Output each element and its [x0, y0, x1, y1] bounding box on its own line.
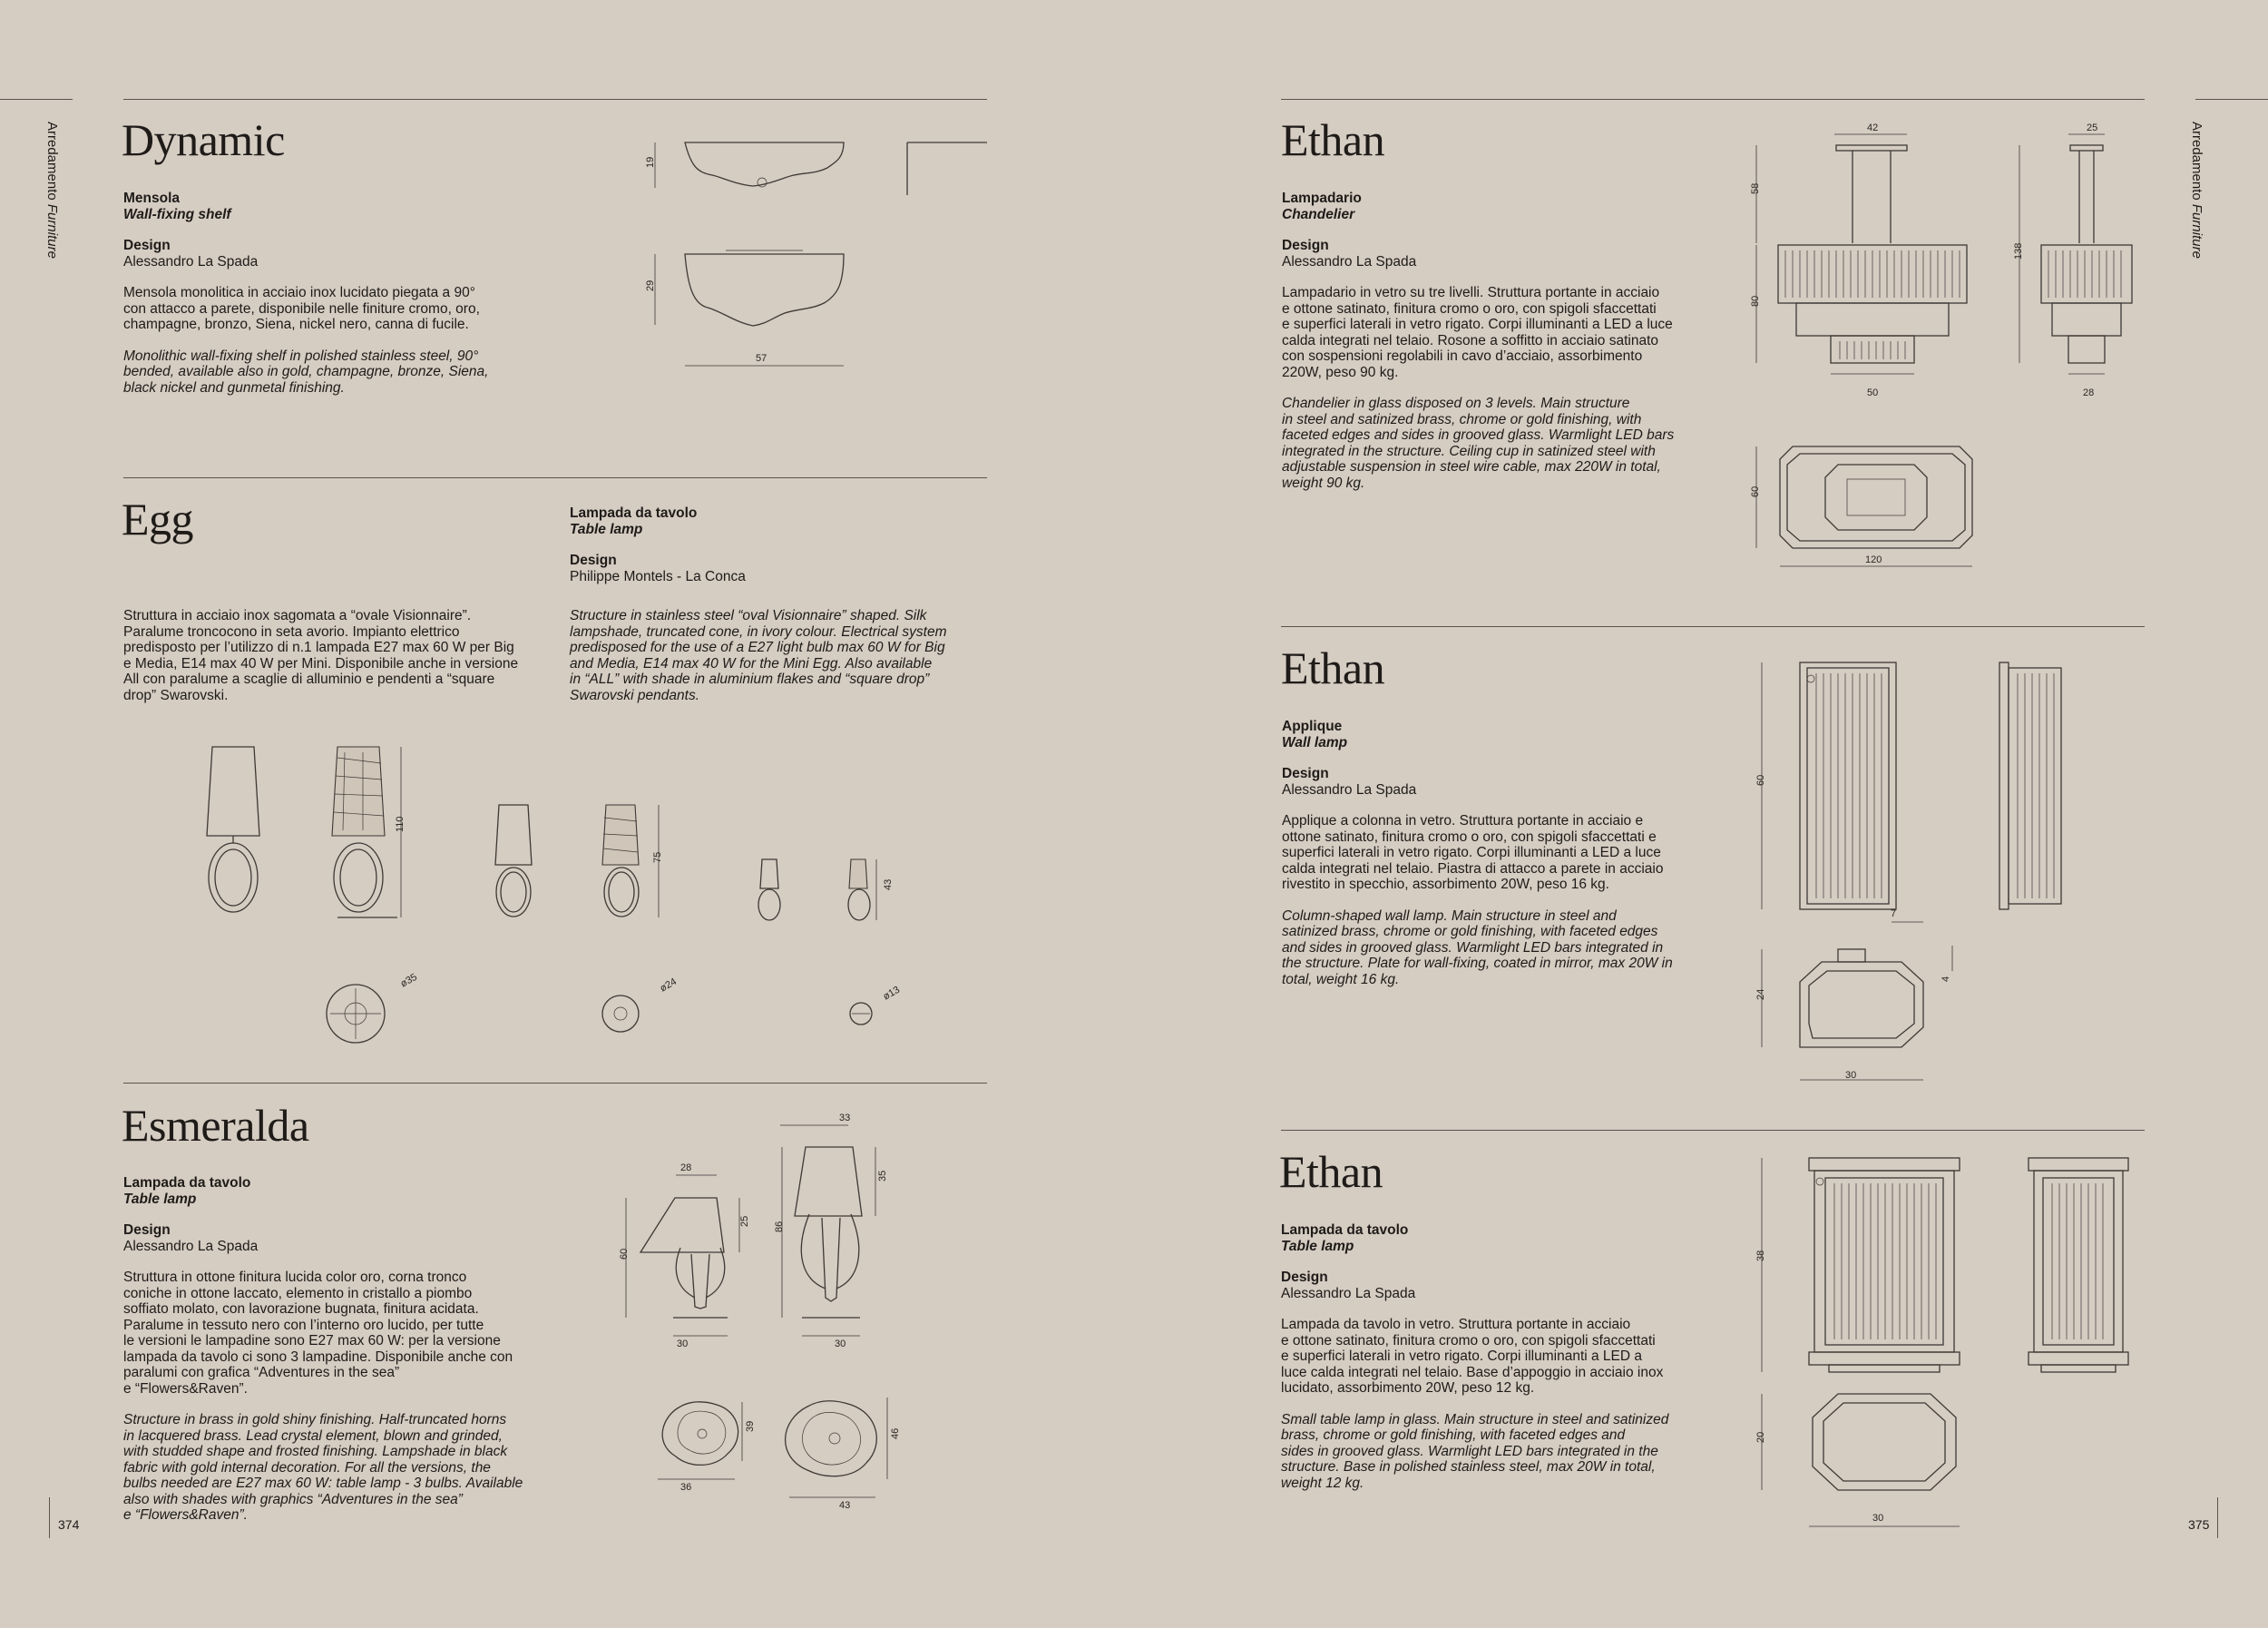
dim-label: 36 — [680, 1482, 692, 1493]
dim-label: 110 — [395, 816, 406, 832]
product-type-en: Wall lamp — [1282, 734, 1348, 750]
product-title-ethan-table: Ethan — [1279, 1146, 1383, 1197]
designer-name: Alessandro La Spada — [1281, 1285, 1416, 1301]
design-label: Design — [570, 553, 617, 568]
designer-name: Philippe Montels - La Conca — [570, 568, 746, 584]
description-en: Chandelier in glass disposed on 3 levels. Main structure in steel and satinized brass, chrome or gold finishing, with faceted edges and sides in grooved glass. Warmlight LED bars integrated in the structure. Ceiling cup in satinized steel with adjustable suspension in steel wire cable, max 220W in total, weight 90 kg. — [1282, 396, 1675, 491]
dim-label: 19 — [645, 156, 656, 168]
product-type-en: Table lamp — [570, 521, 643, 537]
product-info-egg — [570, 505, 987, 584]
ethan-table-drawing — [1742, 1152, 2141, 1543]
dim-label: ø13 — [881, 984, 902, 1003]
side-label-it: Arredamento — [44, 122, 60, 201]
dim-label: 60 — [1755, 774, 1766, 786]
design-label: Design — [1281, 1270, 1328, 1285]
description-it: Struttura in ottone finitura lucida color oro, corna tronco coniche in ottone laccato, elemento in cristallo a piombo soffiato molato, con lavorazione bugnata, finitura acidata. Paralume in tessuto nero con l’interno oro lucido, per tutte le versioni le lampadine sono E27 max 60 W: per la versione lampada da tavolo ci sono 3 lampadine. Disponibile anche con paralumi con grafica “Adventures in the sea” e “Flowers&Raven”. — [123, 1270, 513, 1397]
dim-label: ø24 — [658, 976, 679, 995]
design-label: Design — [123, 238, 171, 253]
product-title-dynamic: Dynamic — [122, 114, 285, 165]
product-type-it: Applique — [1282, 719, 1343, 734]
dim-label: 30 — [1845, 1070, 1857, 1081]
left-bottom-tick — [49, 1497, 50, 1538]
dim-label: 25 — [2087, 123, 2098, 133]
left-corner-rule — [0, 99, 73, 100]
dim-label: 30 — [677, 1339, 689, 1349]
dim-label: 24 — [1755, 988, 1766, 1000]
page-number-left: 374 — [58, 1517, 80, 1532]
dim-label: 60 — [1750, 485, 1761, 497]
section-rule — [123, 1083, 987, 1084]
dim-label: 20 — [1755, 1431, 1766, 1443]
designer-name: Alessandro La Spada — [1282, 253, 1417, 270]
description-en: Small table lamp in glass. Main structure in steel and satinized brass, chrome or gold finishing, with faceted edges and sides in grooved glass. Warmlight LED bars integrated in the structure. Base in polished stainless steel, max 20W in total, weight 12 kg. — [1281, 1411, 1669, 1491]
product-info-ethan-wall — [1282, 719, 1717, 987]
esmeralda-drawing — [608, 1107, 934, 1534]
dim-label: 30 — [1872, 1513, 1884, 1524]
side-label-en: Furniture — [2189, 203, 2204, 259]
product-type-en: Table lamp — [123, 1191, 197, 1207]
section-rule — [123, 477, 987, 478]
product-type-it: Lampadario — [1282, 191, 1362, 206]
design-label: Design — [123, 1222, 171, 1238]
product-type-it: Lampada da tavolo — [570, 505, 698, 521]
page-number-right: 375 — [2188, 1517, 2210, 1532]
dim-label: 35 — [877, 1170, 888, 1182]
dim-label: 120 — [1865, 554, 1882, 565]
dynamic-drawing — [635, 132, 998, 377]
ethan-wall-drawing — [1742, 653, 2141, 1089]
description-en: Column-shaped wall lamp. Main structure in steel and satinized brass, chrome or gold finishing, with faceted edges and sides in grooved glass. Warmlight LED bars integrated in the structure. Plate for wall-fixing, coated in mirror, max 20W in total, weight 16 kg. — [1282, 907, 1673, 987]
design-label: Design — [1282, 766, 1329, 781]
section-rule — [1281, 626, 2145, 627]
description-it: Struttura in acciaio inox sagomata a “ovale Visionnaire”. Paralume troncocono in seta avorio. Impianto elettrico predisposto per l’utilizzo di n.1 lampada E27 max 60 W per Big e Media, E14 max 40 W per Mini. Disponibile anche in versione All con paralume a scaglie di alluminio e pendenti a “square drop” Swarovski. — [123, 608, 519, 703]
product-type-it: Lampada da tavolo — [123, 1175, 251, 1191]
dim-label: 43 — [839, 1500, 851, 1511]
design-label: Design — [1282, 238, 1329, 253]
product-type-en: Wall-fixing shelf — [123, 206, 231, 222]
designer-name: Alessandro La Spada — [123, 253, 259, 270]
dim-label: 25 — [739, 1215, 750, 1227]
dim-label: 57 — [756, 353, 767, 364]
ethan-chandelier-drawing — [1742, 118, 2141, 572]
description-it: Applique a colonna in vetro. Struttura portante in acciaio e ottone satinato, finitura cromo o oro, con spigoli sfaccettati e superfici laterali in vetro rigato. Corpi illuminanti a LED a luce calda integrati nel telaio. Piastra di attacco a parete in acciaio rivestito in specchio, assorbimento 20W, peso 16 kg. — [1282, 813, 1664, 892]
dim-label: 80 — [1750, 295, 1761, 307]
description-en: Structure in stainless steel “oval Visionnaire” shaped. Silk lampshade, truncated cone, in ivory colour. Electrical system predisposed for the use of a E27 light bulb max 60 W for Big and Media, E14 max 40 W for the Mini Egg. Also available in “ALL” with shade in aluminium flakes and “square drop” Swarovski pendants. — [570, 608, 947, 703]
product-type-en: Table lamp — [1281, 1238, 1354, 1254]
dim-label: 30 — [835, 1339, 846, 1349]
product-title-ethan-wall: Ethan — [1281, 642, 1385, 693]
dim-label: 29 — [645, 280, 656, 291]
dim-label: 138 — [2013, 242, 2024, 260]
dim-label: 7 — [1891, 908, 1897, 919]
dim-label: 28 — [2083, 387, 2095, 398]
dim-label: 38 — [1755, 1250, 1766, 1261]
dim-label: 46 — [890, 1427, 901, 1439]
designer-name: Alessandro La Spada — [123, 1238, 259, 1254]
dim-label: 43 — [883, 878, 894, 890]
description-en: Structure in brass in gold shiny finishing. Half-truncated horns in lacquered brass. Lead crystal element, blown and grinded, with studded shape and frosted finishing. Lampshade in black fabric with gold internal decoration. For all the versions, the bulbs needed are E27 max 60 W: table lamp - 3 bulbs. Available also with shades with graphics “Adventures in the sea” e “Flowers&Raven”. — [123, 1412, 523, 1523]
side-label-left — [44, 122, 60, 259]
description-it-egg — [123, 608, 550, 703]
side-label-right — [2188, 122, 2204, 259]
product-type-en: Chandelier — [1282, 206, 1355, 222]
egg-drawing — [181, 740, 925, 1048]
dim-label: 42 — [1867, 123, 1879, 133]
dim-label: 86 — [774, 1221, 785, 1232]
designer-name: Alessandro La Spada — [1282, 781, 1417, 798]
product-info-ethan-table — [1281, 1222, 1716, 1491]
dim-label: 28 — [680, 1162, 692, 1173]
section-rule — [1281, 99, 2145, 100]
dim-label: 4 — [1941, 976, 1951, 982]
section-rule — [1281, 1130, 2145, 1131]
description-it: Mensola monolitica in acciaio inox lucidato piegata a 90° con attacco a parete, disponibile nelle finiture cromo, oro, champagne, bronzo, Siena, nickel nero, canna di fucile. — [123, 285, 480, 332]
product-info-esmeralda — [123, 1175, 550, 1524]
dim-label: 39 — [745, 1420, 756, 1432]
right-bottom-tick — [2217, 1497, 2218, 1538]
side-label-en: Furniture — [44, 203, 60, 259]
product-title-egg: Egg — [122, 494, 194, 544]
side-label-it: Arredamento — [2189, 122, 2204, 201]
dim-label: 75 — [652, 851, 663, 863]
product-title-esmeralda: Esmeralda — [122, 1100, 309, 1151]
dim-label: 50 — [1867, 387, 1879, 398]
dim-label: 33 — [839, 1113, 851, 1123]
dim-label: 58 — [1750, 182, 1761, 194]
dim-label: ø35 — [398, 971, 419, 990]
right-corner-rule — [2195, 99, 2268, 100]
dim-label: 60 — [619, 1248, 630, 1260]
description-en: Monolithic wall-fixing shelf in polished stainless steel, 90° bended, available also in gold, champagne, bronze, Siena, black nickel and gunmetal finishing. — [123, 348, 489, 396]
description-it: Lampadario in vetro su tre livelli. Struttura portante in acciaio e ottone satinato, finitura cromo o oro, con spigoli sfaccettati e superfici laterali in vetro rigato. Corpi illuminanti a LED a luce calda integrati nel telaio. Rosone a soffitto in acciaio satinato con sospensioni regolabili in cavo d’acciaio, assorbimento 220W, peso 90 kg. — [1282, 285, 1673, 380]
product-type-it: Lampada da tavolo — [1281, 1222, 1409, 1238]
section-rule — [123, 99, 987, 100]
product-info-dynamic — [123, 191, 550, 396]
product-type-it: Mensola — [123, 191, 181, 206]
description-en-egg — [570, 608, 987, 703]
product-info-ethan-chandelier — [1282, 191, 1717, 491]
description-it: Lampada da tavolo in vetro. Struttura portante in acciaio e ottone satinato, finitura cromo o oro, con spigoli sfaccettati e superfici laterali in vetro rigato. Corpi illuminanti a LED a luce calda integrati nel telaio. Base d’appoggio in acciaio inox lucidato, assorbimento 20W, peso 12 kg. — [1281, 1317, 1664, 1396]
product-title-ethan-chandelier: Ethan — [1281, 114, 1385, 165]
